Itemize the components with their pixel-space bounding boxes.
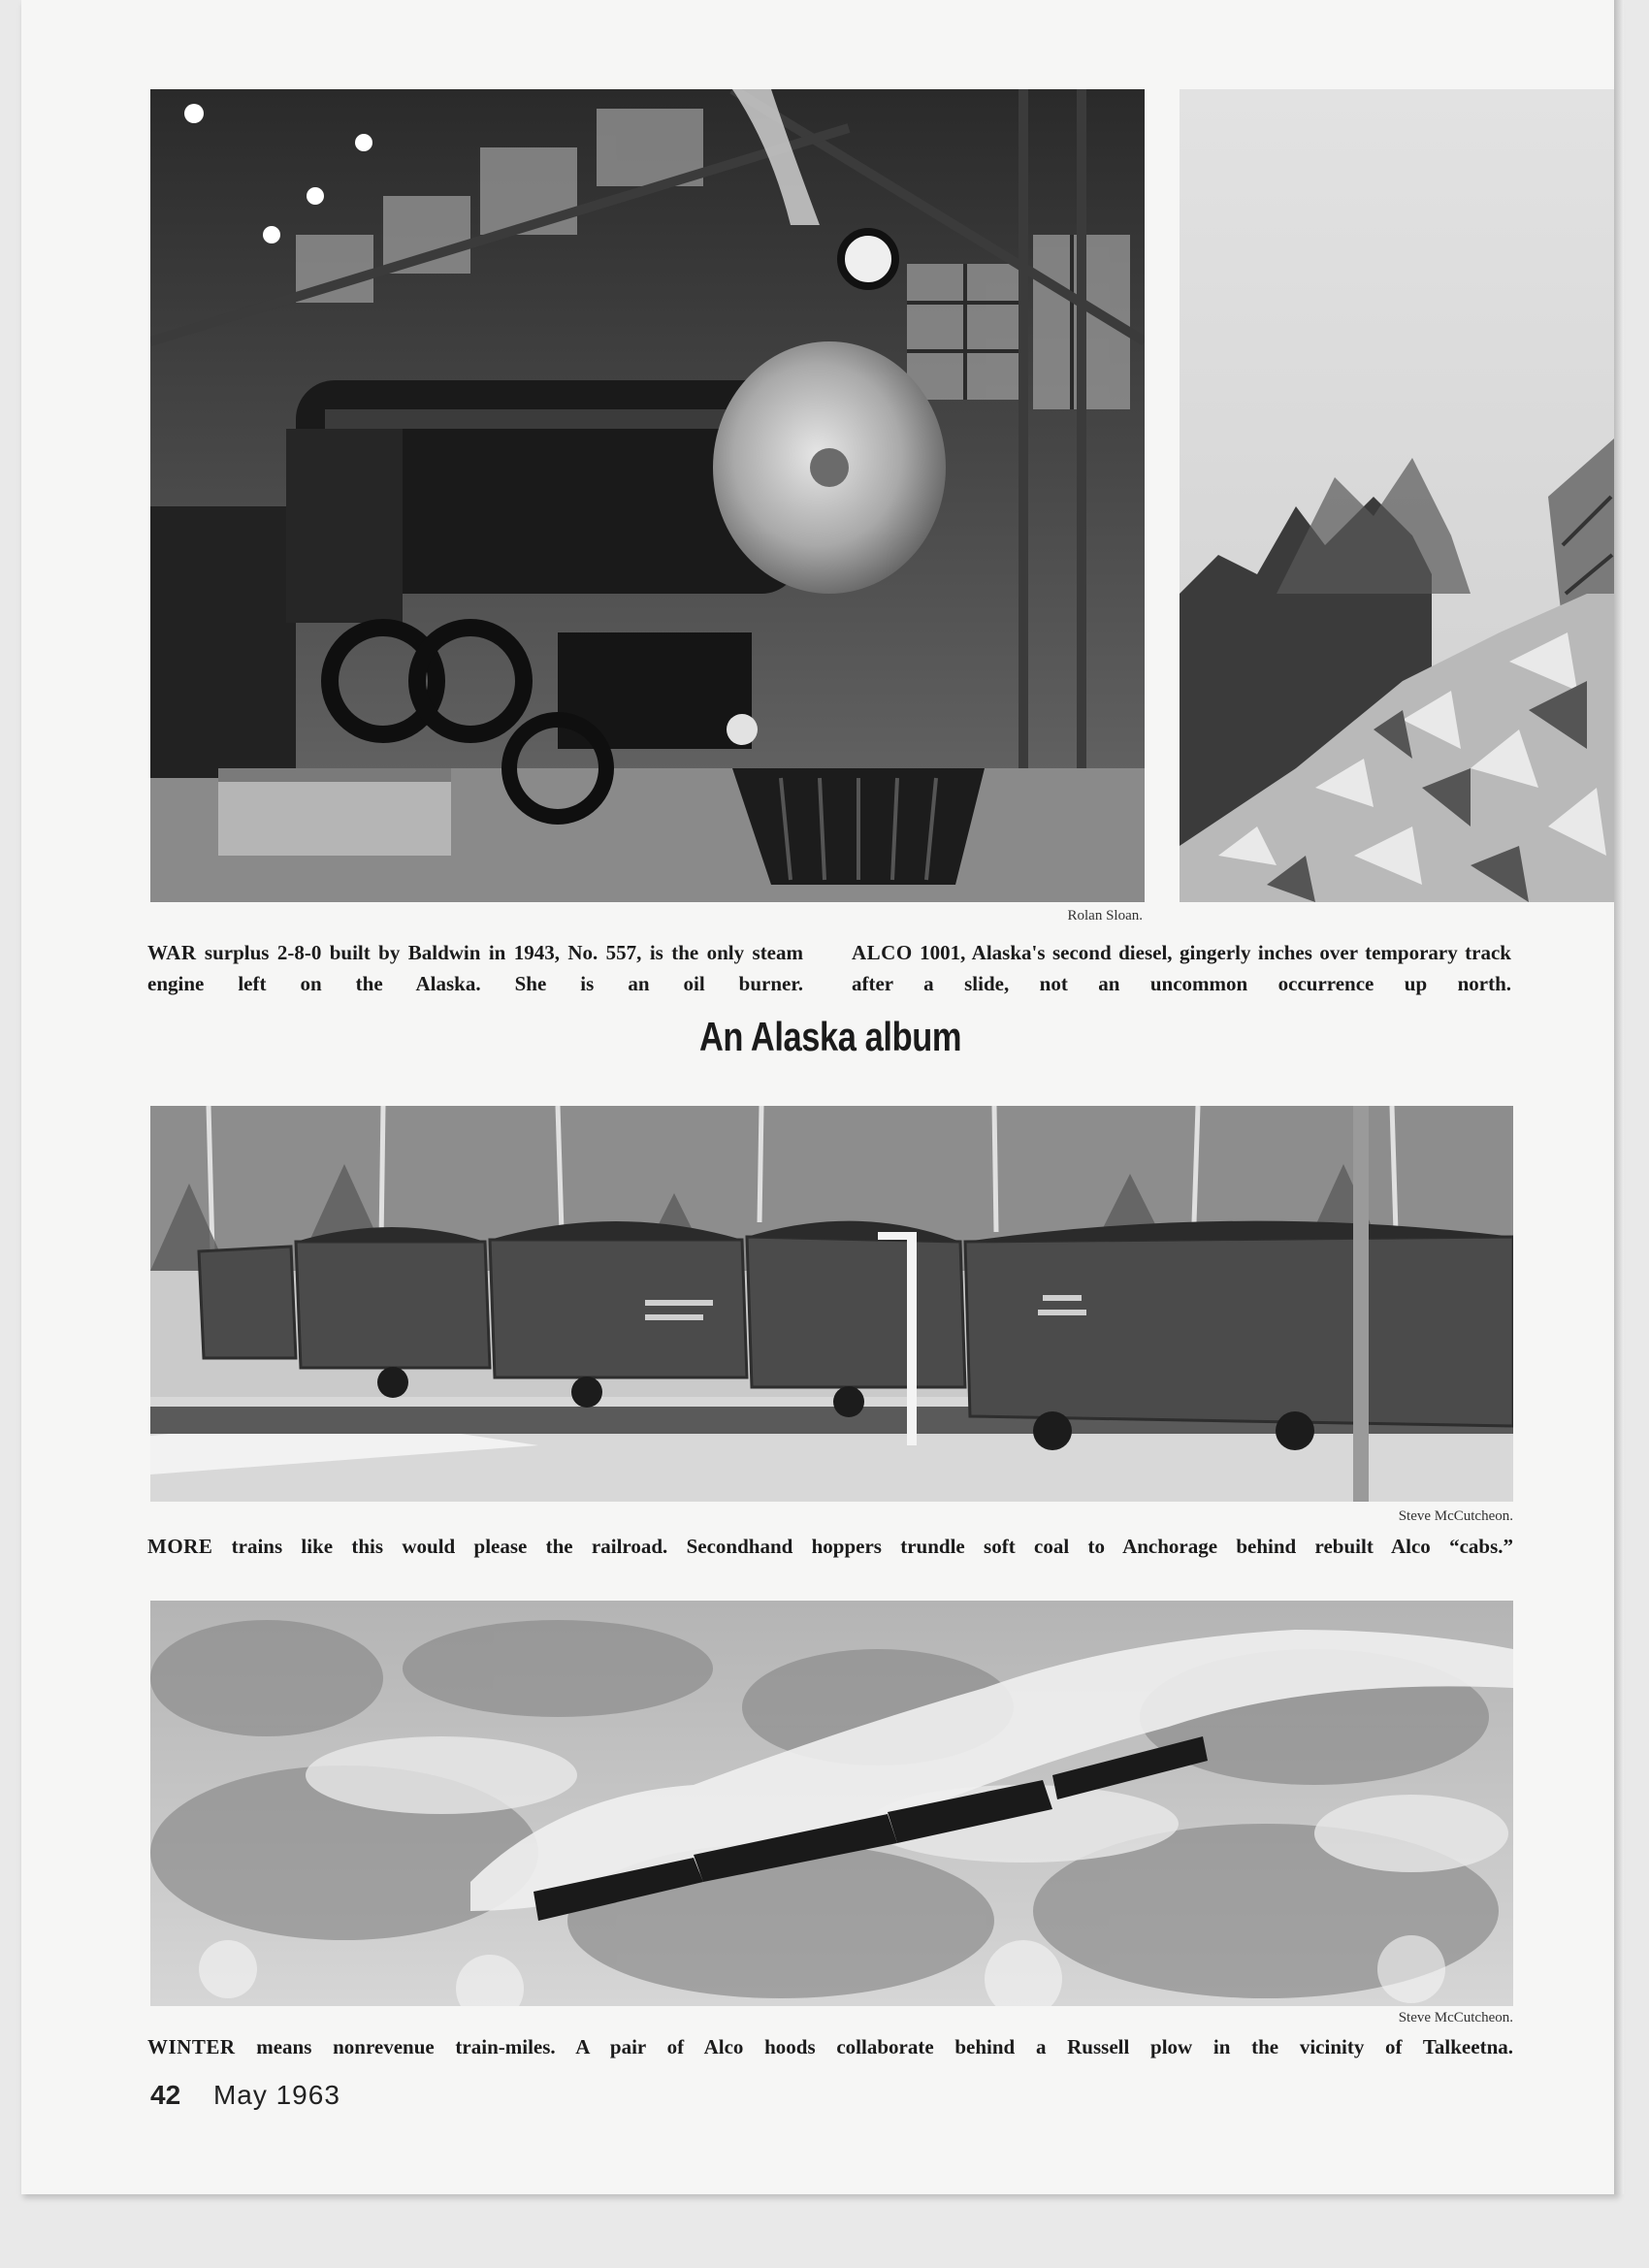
diesel-slide-caption xyxy=(852,937,1511,999)
caption-text: trains like this would please the railroad. Secondhand hoppers trundle soft coal to Anchorage behind rebuilt Alco “cabs.” xyxy=(231,1535,1513,1558)
page-headline: An Alaska album xyxy=(698,1014,962,1059)
caption-lead-word: ALCO xyxy=(852,941,913,964)
coal-train-caption xyxy=(147,1531,1513,1562)
steam-engine-caption xyxy=(147,937,803,999)
steam-engine-photo xyxy=(150,89,1145,902)
caption-lead-word: MORE xyxy=(147,1535,213,1558)
caption-text: 1001, Alaska's second diesel, gingerly inches over temporary track after a slide, not an uncommon occurrence up north. xyxy=(852,941,1511,995)
page-number: 42 xyxy=(150,2080,181,2110)
diesel-photo-credit: Rolan Sloan. xyxy=(1067,908,1143,923)
winter-plow-photo-credit: Steve McCutcheon. xyxy=(1398,2010,1513,2025)
coal-train-photo xyxy=(150,1106,1513,1502)
diesel-slide-photo xyxy=(1180,89,1614,902)
issue-date: May 1963 xyxy=(212,2080,340,2110)
page-footer xyxy=(150,2080,340,2111)
winter-plow-photo xyxy=(150,1601,1513,2006)
caption-lead-word: WAR xyxy=(147,941,197,964)
winter-plow-caption xyxy=(147,2031,1513,2062)
page-binding-edge xyxy=(1614,0,1624,2194)
caption-text: surplus 2-8-0 built by Baldwin in 1943, No. 557, is the only steam engine left on the Alaska. She is an oil burner. xyxy=(147,941,803,995)
caption-lead-word: WINTER xyxy=(147,2035,236,2058)
caption-text: means nonrevenue train-miles. A pair of Alco hoods collaborate behind a Russell plow in the vicinity of Talkeetna. xyxy=(256,2035,1513,2058)
coal-train-photo-credit: Steve McCutcheon. xyxy=(1398,1508,1513,1524)
